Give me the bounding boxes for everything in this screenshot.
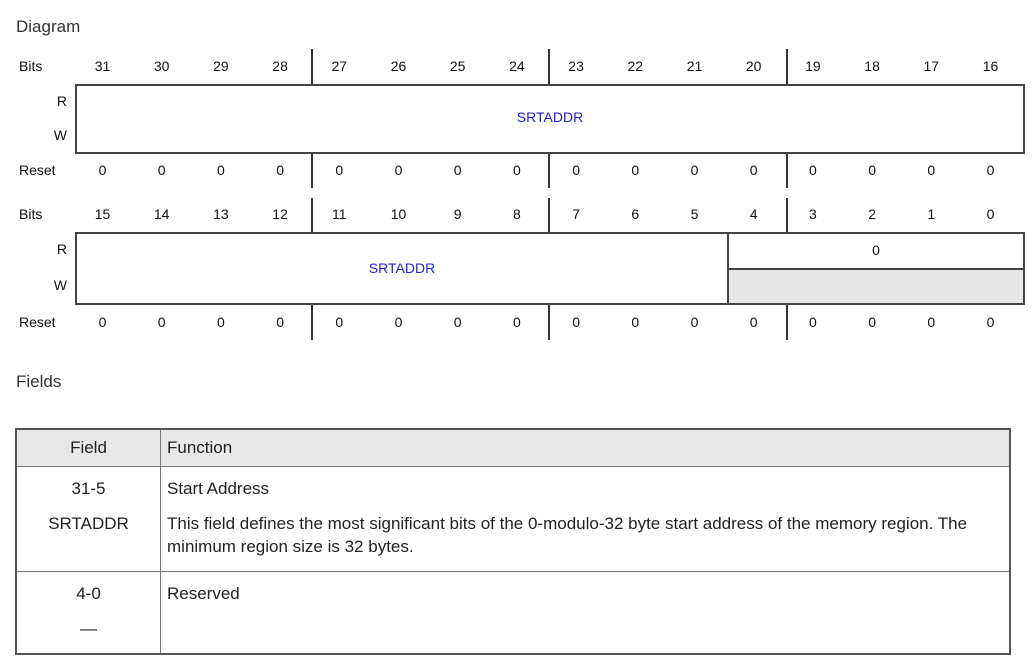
header-field: Field (70, 438, 107, 457)
reset-value: 0 (808, 314, 817, 330)
column-divider (160, 430, 161, 653)
header-function: Function (167, 438, 233, 457)
row1-description-line2: minimum region size is 32 bytes. (167, 537, 414, 556)
reset-value: 0 (749, 314, 758, 330)
write-label: W (53, 127, 67, 143)
reserved-read-value: 0 (872, 242, 880, 258)
reset-value: 0 (868, 162, 876, 178)
reset-value: 0 (335, 314, 344, 330)
bit-number: 8 (512, 206, 521, 222)
bit-number: 13 (213, 206, 229, 222)
bit-number: 11 (332, 206, 347, 222)
bit-number: 7 (572, 206, 580, 222)
row2-bits: 4-0 (76, 584, 101, 603)
reset-value: 0 (631, 314, 640, 330)
nibble-separator (311, 49, 313, 84)
table-header-row (17, 430, 1009, 466)
reset-value: 0 (927, 314, 936, 330)
row1-description-line1: This field defines the most significant bits of the 0-modulo-32 byte start address of the memory region. The (167, 514, 968, 533)
read-label: R (56, 93, 67, 109)
reset-value: 0 (986, 314, 995, 330)
bit-number: 29 (213, 58, 229, 74)
reset-value: 0 (98, 162, 107, 178)
reset-value: 0 (394, 162, 403, 178)
nibble-separator (548, 305, 550, 340)
bit-number: 17 (923, 58, 940, 74)
bits-label: Bits (19, 58, 43, 74)
row1-field-name: SRTADDR (48, 514, 129, 533)
bit-number: 16 (982, 58, 999, 74)
fields-table (15, 428, 1011, 655)
reserved-write-box (727, 268, 1025, 305)
reset-value: 0 (216, 314, 225, 330)
reset-value: 0 (276, 162, 284, 178)
nibble-separator (548, 154, 550, 188)
bit-number: 31 (94, 58, 111, 74)
bit-number: 24 (509, 58, 525, 74)
row-divider (17, 571, 1009, 572)
nibble-separator (786, 198, 788, 232)
bit-number: 5 (690, 206, 699, 222)
bit-number: 22 (627, 58, 644, 74)
reset-value: 0 (927, 162, 936, 178)
header-divider (17, 466, 1009, 467)
bits-label: Bits (19, 206, 43, 222)
reset-value: 0 (808, 162, 817, 178)
nibble-separator (311, 198, 313, 232)
nibble-separator (311, 305, 313, 340)
reset-value: 0 (690, 162, 699, 178)
nibble-separator (548, 49, 550, 84)
reset-value: 0 (572, 162, 580, 178)
reset-value: 0 (512, 162, 521, 178)
bit-number: 28 (272, 58, 288, 74)
reset-value: 0 (157, 314, 166, 330)
bit-number: 4 (749, 206, 758, 222)
reset-value: 0 (868, 314, 876, 330)
reset-value: 0 (512, 314, 521, 330)
reset-value: 0 (690, 314, 699, 330)
reset-label: Reset (19, 162, 56, 178)
bit-number: 3 (808, 206, 817, 222)
row1-function-title: Start Address (167, 479, 270, 498)
bit-number: 21 (686, 58, 703, 74)
reset-value: 0 (986, 162, 995, 178)
row2-function-title: Reserved (167, 584, 240, 603)
bit-number: 0 (986, 206, 995, 222)
fields-title: Fields (16, 372, 62, 391)
reset-value: 0 (453, 314, 462, 330)
reset-value: 0 (572, 314, 580, 330)
bit-number: 14 (153, 206, 170, 222)
nibble-separator (786, 154, 788, 188)
reset-value: 0 (157, 162, 166, 178)
bit-number: 27 (331, 58, 348, 74)
reset-label: Reset (19, 314, 56, 330)
reset-value: 0 (216, 162, 225, 178)
bit-number: 10 (390, 206, 407, 222)
bit-number: 15 (94, 206, 111, 222)
diagram-title: Diagram (16, 17, 81, 36)
bit-number: 25 (449, 58, 466, 74)
reset-value: 0 (335, 162, 344, 178)
bit-number: 20 (745, 58, 762, 74)
row2-field-name: — (80, 619, 97, 638)
nibble-separator (786, 305, 788, 340)
bit-number: 12 (272, 206, 288, 222)
bit-number: 26 (390, 58, 407, 74)
bit-number: 2 (868, 206, 876, 222)
nibble-separator (311, 154, 313, 188)
reset-value: 0 (749, 162, 758, 178)
bit-number: 1 (927, 206, 936, 222)
bit-number: 9 (453, 206, 462, 222)
reset-value: 0 (394, 314, 403, 330)
read-label: R (56, 241, 67, 257)
bit-number: 23 (568, 58, 584, 74)
nibble-separator (548, 198, 550, 232)
bit-number: 30 (153, 58, 170, 74)
reset-value: 0 (276, 314, 284, 330)
bit-number: 19 (805, 58, 821, 74)
bit-number: 6 (631, 206, 640, 222)
reset-value: 0 (631, 162, 640, 178)
bit-number: 18 (864, 58, 880, 74)
write-label: W (53, 277, 67, 293)
reset-value: 0 (453, 162, 462, 178)
srtaddr-upper-field-label: SRTADDR (516, 109, 584, 125)
nibble-separator (786, 49, 788, 84)
reset-value: 0 (98, 314, 107, 330)
row1-bits: 31-5 (71, 479, 106, 498)
srtaddr-lower-field-label: SRTADDR (368, 260, 436, 276)
